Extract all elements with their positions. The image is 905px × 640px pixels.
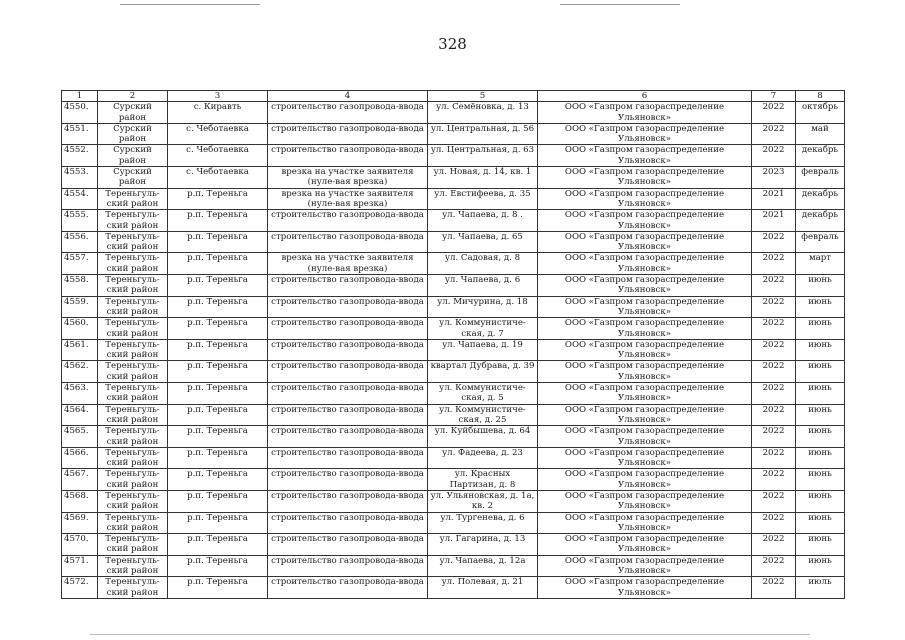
organization-cell: ООО «Газпром газораспределение Ульяновск»: [538, 383, 752, 405]
table-row: [62, 577, 845, 599]
work-type-cell: строительство газопровода-ввода: [268, 231, 428, 253]
month-cell: июнь: [796, 339, 845, 361]
row-number-cell: 4555.: [62, 210, 98, 232]
month-cell: июнь: [796, 404, 845, 426]
month-cell: июнь: [796, 447, 845, 469]
district-cell: Тереньгуль-ский район: [98, 275, 168, 297]
table-row: [62, 231, 845, 253]
settlement-cell: р.п. Тереньга: [168, 577, 268, 599]
column-header: 7: [752, 91, 796, 102]
work-type-cell: строительство газопровода-ввода: [268, 512, 428, 534]
month-cell: июнь: [796, 426, 845, 448]
year-cell: 2022: [752, 383, 796, 405]
work-type-cell: строительство газопровода-ввода: [268, 577, 428, 599]
work-type-cell: строительство газопровода-ввода: [268, 534, 428, 556]
organization-cell: ООО «Газпром газораспределение Ульяновск»: [538, 469, 752, 491]
organization-cell: ООО «Газпром газораспределение Ульяновск»: [538, 145, 752, 167]
row-number-cell: 4560.: [62, 318, 98, 340]
work-type-cell: строительство газопровода-ввода: [268, 383, 428, 405]
month-cell: июнь: [796, 512, 845, 534]
address-cell: ул. Чапаева, д. 8 .: [428, 210, 538, 232]
organization-cell: ООО «Газпром газораспределение Ульяновск»: [538, 123, 752, 145]
address-cell: ул. Коммунистиче-ская, д. 7: [428, 318, 538, 340]
address-cell: ул. Коммунистиче-ская, д. 5: [428, 383, 538, 405]
district-cell: Тереньгуль-ский район: [98, 296, 168, 318]
district-cell: Тереньгуль-ский район: [98, 490, 168, 512]
month-cell: февраль: [796, 231, 845, 253]
settlement-cell: р.п. Тереньга: [168, 447, 268, 469]
settlement-cell: р.п. Тереньга: [168, 426, 268, 448]
row-number-cell: 4551.: [62, 123, 98, 145]
address-cell: ул. Куйбышева, д. 64: [428, 426, 538, 448]
organization-cell: ООО «Газпром газораспределение Ульяновск»: [538, 404, 752, 426]
district-cell: Сурский район: [98, 145, 168, 167]
month-cell: июнь: [796, 318, 845, 340]
month-cell: декабрь: [796, 188, 845, 210]
year-cell: 2021: [752, 188, 796, 210]
year-cell: 2022: [752, 447, 796, 469]
year-cell: 2022: [752, 577, 796, 599]
address-cell: ул. Чапаева, д. 12а: [428, 555, 538, 577]
row-number-cell: 4567.: [62, 469, 98, 491]
address-cell: ул. Фадеева, д. 23: [428, 447, 538, 469]
settlement-cell: р.п. Тереньга: [168, 339, 268, 361]
column-header: 6: [538, 91, 752, 102]
district-cell: Сурский район: [98, 123, 168, 145]
year-cell: 2022: [752, 555, 796, 577]
district-cell: Тереньгуль-ский район: [98, 404, 168, 426]
year-cell: 2022: [752, 275, 796, 297]
row-number-cell: 4558.: [62, 275, 98, 297]
scan-artifact-line: [90, 634, 810, 635]
row-number-cell: 4556.: [62, 231, 98, 253]
table-row: [62, 188, 845, 210]
district-cell: Тереньгуль-ский район: [98, 534, 168, 556]
district-cell: Тереньгуль-ский район: [98, 447, 168, 469]
district-cell: Тереньгуль-ский район: [98, 318, 168, 340]
address-cell: ул. Чапаева, д. 65: [428, 231, 538, 253]
year-cell: 2022: [752, 534, 796, 556]
month-cell: октябрь: [796, 102, 845, 124]
table-row: [62, 145, 845, 167]
table-row: [62, 534, 845, 556]
district-cell: Тереньгуль-ский район: [98, 426, 168, 448]
column-header: 1: [62, 91, 98, 102]
work-type-cell: строительство газопровода-ввода: [268, 339, 428, 361]
year-cell: 2022: [752, 426, 796, 448]
table-row: [62, 404, 845, 426]
month-cell: декабрь: [796, 210, 845, 232]
page-number: 328: [438, 35, 467, 53]
address-cell: ул. Семёновка, д. 13: [428, 102, 538, 124]
year-cell: 2022: [752, 469, 796, 491]
address-cell: ул. Евстифеева, д. 35: [428, 188, 538, 210]
year-cell: 2021: [752, 210, 796, 232]
settlement-cell: р.п. Тереньга: [168, 275, 268, 297]
settlement-cell: р.п. Тереньга: [168, 404, 268, 426]
organization-cell: ООО «Газпром газораспределение Ульяновск»: [538, 296, 752, 318]
work-type-cell: врезка на участке заявителя (нуле-вая врезка): [268, 188, 428, 210]
table-row: [62, 469, 845, 491]
month-cell: июнь: [796, 275, 845, 297]
year-cell: 2022: [752, 253, 796, 275]
work-type-cell: строительство газопровода-ввода: [268, 318, 428, 340]
month-cell: март: [796, 253, 845, 275]
organization-cell: ООО «Газпром газораспределение Ульяновск»: [538, 490, 752, 512]
settlement-cell: с. Чеботаевка: [168, 167, 268, 189]
row-number-cell: 4552.: [62, 145, 98, 167]
work-type-cell: строительство газопровода-ввода: [268, 210, 428, 232]
month-cell: июнь: [796, 296, 845, 318]
table-row: [62, 275, 845, 297]
year-cell: 2022: [752, 512, 796, 534]
work-type-cell: строительство газопровода-ввода: [268, 555, 428, 577]
month-cell: февраль: [796, 167, 845, 189]
organization-cell: ООО «Газпром газораспределение Ульяновск»: [538, 210, 752, 232]
year-cell: 2022: [752, 145, 796, 167]
address-cell: ул. Центральная, д. 63: [428, 145, 538, 167]
work-type-cell: врезка на участке заявителя (нуле-вая врезка): [268, 253, 428, 275]
month-cell: июнь: [796, 361, 845, 383]
year-cell: 2022: [752, 318, 796, 340]
organization-cell: ООО «Газпром газораспределение Ульяновск»: [538, 361, 752, 383]
settlement-cell: р.п. Тереньга: [168, 253, 268, 275]
work-type-cell: строительство газопровода-ввода: [268, 123, 428, 145]
row-number-cell: 4572.: [62, 577, 98, 599]
organization-cell: ООО «Газпром газораспределение Ульяновск»: [538, 512, 752, 534]
settlement-cell: р.п. Тереньга: [168, 534, 268, 556]
year-cell: 2022: [752, 490, 796, 512]
table-row: [62, 123, 845, 145]
organization-cell: ООО «Газпром газораспределение Ульяновск»: [538, 426, 752, 448]
table-row: [62, 210, 845, 232]
settlement-cell: р.п. Тереньга: [168, 469, 268, 491]
table-row: [62, 512, 845, 534]
row-number-cell: 4570.: [62, 534, 98, 556]
year-cell: 2022: [752, 296, 796, 318]
column-header: 5: [428, 91, 538, 102]
organization-cell: ООО «Газпром газораспределение Ульяновск»: [538, 231, 752, 253]
organization-cell: ООО «Газпром газораспределение Ульяновск»: [538, 555, 752, 577]
settlement-cell: р.п. Тереньга: [168, 188, 268, 210]
table-row: [62, 167, 845, 189]
settlement-cell: р.п. Тереньга: [168, 383, 268, 405]
address-cell: ул. Чапаева, д. 6: [428, 275, 538, 297]
district-cell: Тереньгуль-ский район: [98, 383, 168, 405]
month-cell: июнь: [796, 383, 845, 405]
organization-cell: ООО «Газпром газораспределение Ульяновск»: [538, 447, 752, 469]
table-row: [62, 426, 845, 448]
month-cell: июнь: [796, 490, 845, 512]
row-number-cell: 4561.: [62, 339, 98, 361]
settlement-cell: р.п. Тереньга: [168, 490, 268, 512]
header-row: [62, 91, 845, 102]
work-type-cell: строительство газопровода-ввода: [268, 404, 428, 426]
address-cell: квартал Дубрава, д. 39: [428, 361, 538, 383]
work-type-cell: врезка на участке заявителя (нуле-вая врезка): [268, 167, 428, 189]
month-cell: декабрь: [796, 145, 845, 167]
table-row: [62, 490, 845, 512]
district-cell: Тереньгуль-ский район: [98, 188, 168, 210]
district-cell: Тереньгуль-ский район: [98, 231, 168, 253]
year-cell: 2022: [752, 339, 796, 361]
table-row: [62, 555, 845, 577]
district-cell: Сурский район: [98, 167, 168, 189]
address-cell: ул. Центральная, д. 56: [428, 123, 538, 145]
address-cell: ул. Тургенева, д. 6: [428, 512, 538, 534]
row-number-cell: 4554.: [62, 188, 98, 210]
row-number-cell: 4571.: [62, 555, 98, 577]
settlement-cell: с. Чеботаевка: [168, 123, 268, 145]
year-cell: 2022: [752, 361, 796, 383]
scan-artifact-line: [560, 4, 680, 5]
work-type-cell: строительство газопровода-ввода: [268, 145, 428, 167]
settlement-cell: с. Чеботаевка: [168, 145, 268, 167]
work-type-cell: строительство газопровода-ввода: [268, 361, 428, 383]
month-cell: май: [796, 123, 845, 145]
row-number-cell: 4557.: [62, 253, 98, 275]
organization-cell: ООО «Газпром газораспределение Ульяновск»: [538, 253, 752, 275]
address-cell: ул. Мичурина, д. 18: [428, 296, 538, 318]
row-number-cell: 4562.: [62, 361, 98, 383]
column-header: 2: [98, 91, 168, 102]
district-cell: Тереньгуль-ский район: [98, 555, 168, 577]
settlement-cell: с. Киравть: [168, 102, 268, 124]
district-cell: Тереньгуль-ский район: [98, 361, 168, 383]
column-header: 4: [268, 91, 428, 102]
row-number-cell: 4563.: [62, 383, 98, 405]
row-number-cell: 4566.: [62, 447, 98, 469]
organization-cell: ООО «Газпром газораспределение Ульяновск»: [538, 318, 752, 340]
work-type-cell: строительство газопровода-ввода: [268, 469, 428, 491]
address-cell: ул. Гагарина, д. 13: [428, 534, 538, 556]
work-type-cell: строительство газопровода-ввода: [268, 102, 428, 124]
row-number-cell: 4564.: [62, 404, 98, 426]
district-cell: Сурский район: [98, 102, 168, 124]
address-cell: ул. Ульяновская, д. 1а, кв. 2: [428, 490, 538, 512]
month-cell: июнь: [796, 469, 845, 491]
district-cell: Тереньгуль-ский район: [98, 339, 168, 361]
organization-cell: ООО «Газпром газораспределение Ульяновск»: [538, 167, 752, 189]
district-cell: Тереньгуль-ский район: [98, 577, 168, 599]
work-type-cell: строительство газопровода-ввода: [268, 426, 428, 448]
row-number-cell: 4550.: [62, 102, 98, 124]
table-row: [62, 102, 845, 124]
column-header: 3: [168, 91, 268, 102]
organization-cell: ООО «Газпром газораспределение Ульяновск»: [538, 577, 752, 599]
year-cell: 2022: [752, 231, 796, 253]
table-row: [62, 383, 845, 405]
table-row: [62, 339, 845, 361]
row-number-cell: 4568.: [62, 490, 98, 512]
table-row: [62, 447, 845, 469]
work-type-cell: строительство газопровода-ввода: [268, 275, 428, 297]
address-cell: ул. Красных Партизан, д. 8: [428, 469, 538, 491]
settlement-cell: р.п. Тереньга: [168, 555, 268, 577]
address-cell: ул. Новая, д. 14, кв. 1: [428, 167, 538, 189]
address-cell: ул. Коммунистиче-ская, д. 25: [428, 404, 538, 426]
work-type-cell: строительство газопровода-ввода: [268, 490, 428, 512]
table-row: [62, 296, 845, 318]
settlement-cell: р.п. Тереньга: [168, 231, 268, 253]
district-cell: Тереньгуль-ский район: [98, 512, 168, 534]
district-cell: Тереньгуль-ский район: [98, 253, 168, 275]
address-cell: ул. Садовая, д. 8: [428, 253, 538, 275]
address-cell: ул. Полевая, д. 21: [428, 577, 538, 599]
year-cell: 2022: [752, 404, 796, 426]
row-number-cell: 4569.: [62, 512, 98, 534]
work-type-cell: строительство газопровода-ввода: [268, 296, 428, 318]
settlement-cell: р.п. Тереньга: [168, 210, 268, 232]
month-cell: июнь: [796, 555, 845, 577]
organization-cell: ООО «Газпром газораспределение Ульяновск»: [538, 102, 752, 124]
year-cell: 2022: [752, 102, 796, 124]
work-type-cell: строительство газопровода-ввода: [268, 447, 428, 469]
month-cell: июнь: [796, 534, 845, 556]
organization-cell: ООО «Газпром газораспределение Ульяновск»: [538, 534, 752, 556]
district-cell: Тереньгуль-ский район: [98, 210, 168, 232]
table-row: [62, 253, 845, 275]
scan-artifact-line: [120, 4, 260, 5]
settlement-cell: р.п. Тереньга: [168, 361, 268, 383]
month-cell: июль: [796, 577, 845, 599]
address-cell: ул. Чапаева, д. 19: [428, 339, 538, 361]
settlement-cell: р.п. Тереньга: [168, 318, 268, 340]
table-row: [62, 361, 845, 383]
settlement-cell: р.п. Тереньга: [168, 512, 268, 534]
year-cell: 2023: [752, 167, 796, 189]
organization-cell: ООО «Газпром газораспределение Ульяновск»: [538, 339, 752, 361]
organization-cell: ООО «Газпром газораспределение Ульяновск»: [538, 275, 752, 297]
row-number-cell: 4565.: [62, 426, 98, 448]
table-row: [62, 318, 845, 340]
column-header: 8: [796, 91, 845, 102]
row-number-cell: 4559.: [62, 296, 98, 318]
year-cell: 2022: [752, 123, 796, 145]
row-number-cell: 4553.: [62, 167, 98, 189]
settlement-cell: р.п. Тереньга: [168, 296, 268, 318]
table-body: [62, 102, 845, 599]
gas-connection-table: [61, 90, 845, 599]
district-cell: Тереньгуль-ский район: [98, 469, 168, 491]
organization-cell: ООО «Газпром газораспределение Ульяновск»: [538, 188, 752, 210]
